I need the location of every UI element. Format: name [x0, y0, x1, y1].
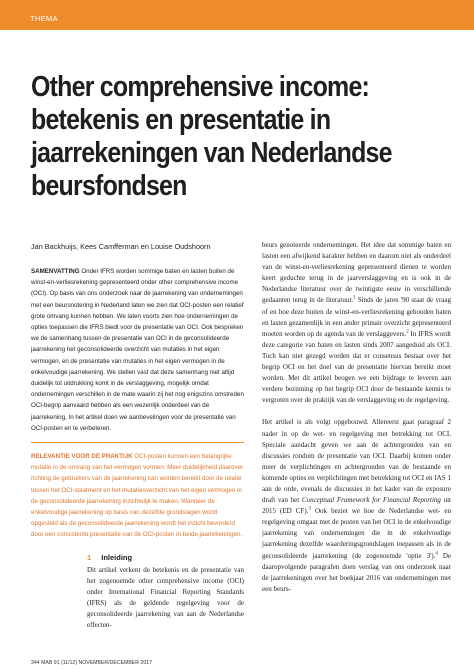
text-run: beurs genoteerde ondernemingen. Het idee dat sommige baten en lasten een afwijkend karakter hebben en daarom niet als onderdeel van de winst-en-verliesrekening gepresenteerd dienen te worden keert geduchte terug in de jaarverslaggeving en is ook in de Nederlandse literatuur over de twintigste eeuw in verschillende gedaanten terug in de literatuur. [262, 241, 451, 305]
author-list: Jan Backhuijs, Kees Camfferman en Louise Oudshoorn [31, 242, 211, 251]
footnote-ref[interactable]: 1 [353, 296, 356, 302]
text-run: Ook beziet we hoe de Nederlandse wet- en regelgeving omgaat met de posten van het OCI in de enkelvoudige jaarrekening van ondernemingen die in de enkelvoudige jaarrekening dezelfde waarderingsgrondslagen toepassen als in de geconsolideerde jaarrekening (de zogenoemde 'optie 3'). [262, 507, 452, 560]
left-column [31, 266, 244, 631]
right-column [262, 240, 451, 595]
header-bar [0, 0, 474, 30]
title-line: betekenis en presentatie in [31, 104, 331, 136]
relevance-label: RELEVANTIE VOOR DE PRAKTIJK [31, 453, 133, 461]
text-run: Het artikel is als volgt opgebouwd. Allereerst gaat paragraaf 2 nader in op de wet- en regelgeving met betrekking tot OCI. Speciale aandacht geven we aan de achtergronden van en discussies rondom de presentatie van OCI. Daarbij komen onder meer de verplichtingen en achtergronden van de bestaande en komende opties en verplichtingen met betrekking tot OCI en IAS 1 aan de orde, evenals de discussies in het kader van de exposure draft van het [262, 418, 451, 505]
article-title [31, 71, 392, 203]
footnote-ref[interactable]: 2 [406, 329, 409, 335]
paragraph [262, 240, 451, 406]
emphasis-text: Conceptual Framework for Financial Reporting [301, 496, 441, 505]
page-footer: 344 MAB 91 (11/12) NOVEMBER/DECEMBER 2017 [31, 660, 152, 666]
footnote-ref[interactable]: 3 [308, 506, 311, 512]
summary-block [31, 266, 244, 434]
section-heading [87, 553, 244, 562]
relevance-block [31, 451, 244, 541]
divider [31, 442, 244, 443]
section-body [87, 565, 244, 632]
footnote-ref[interactable]: 4 [435, 551, 438, 557]
summary-label: SAMENVATTING [31, 268, 80, 275]
summary-text: Onder IFRS worden sommige baten en lasten buiten de winst-en-verliesrekening gepresenteerd onder other comprehensive income (OCI). Op basis van ons onderzoek naar de jaarrekening van ondernemingen met een beursnotering in Nederland laten we zien dat OCI-posten een relatief grote omvang kunnen hebben. We laten voorts zien hoe ondernemingen de opties toepassen die IFRS biedt voor de presentatie van OCI. Ook bespreken we de samenhang tussen de presentatie van OCI in de geconsolideerde jaarrekening het geconsolideerde overzicht van mutaties in het eigen vermogen, en de presentatie van mutaties in het eigen vermogen in de enkelvoudige jaarrekening. We stellen vast dat deze samenhang niet altijd duidelijk tot uitdrukking komt in de verslaggeving, mogelijk omdat ondernemingen verschillen in de mate waarin zij het nog enigszins omstreden OCI-begrip aanvaard hebben als een wezenlijk onderdeel van de jaarrekening. In het artikel doen we aanbevelingen voor de presentatie van OCI-posten en te verbeteren. [31, 268, 244, 432]
paragraph [262, 417, 451, 595]
title-line: beursfondsen [31, 170, 187, 202]
text-run: uit 2015 (ED CF). [262, 496, 452, 516]
section-title: Inleiding [101, 552, 133, 562]
section-tag: THEMA [30, 14, 58, 23]
text-run: In IFRS wordt deze categorie van baten en lasten sinds 2007 aangeduid als OCI. Toch kan niet gezegd worden dat er consensus bestaat over het begrip OCI en het doel van de presentatie hiervan bereikt moet worden. Met dit artikel beogen we een bijdrage te leveren aan verdere bezinning op het begrip OCI door de bestaande kennis te vergroten over de praktijk van de verslaggeving en de regelgeving. [262, 329, 451, 405]
section-number: 1 [87, 552, 92, 562]
section-introduction [87, 553, 244, 632]
paragraph: Dit artikel verkent de betekenis en de presentatie van het zogenoemde other comprehensive income (OCI) onder International Financial Reporting Standards (IFRS) als de geldende regelgeving voor de geconsolideerde jaarrekening van aan de Nederlandse effecten- [87, 565, 244, 630]
text-run: Sinds de jaren '90 staat de vraag of en hoe deze buiten de winst-en-verliesrekening gehouden baten en lasten gezamenlijk in een ander primair overzicht gepresenteerd moeten worden op de agenda van de verslaggevers. [262, 296, 451, 338]
title-line: Other comprehensive income: [31, 71, 370, 103]
title-line: jaarrekeningen van Nederlandse [31, 137, 392, 169]
text-run: De daaropvolgende paragrafen doen verslag van ons onderzoek naar de jaarrekeningen over het boekjaar 2016 van ondernemingen met een beurs- [262, 551, 451, 593]
relevance-text: OCI-posten kunnen een belangrijke mutatie in de omvang van het vermogen vormen. Meer duidelijkheid daarover richting de gebruikers van de jaarrekening kan worden bereikt door de relatie tussen het OCI-staatment en het mutatieoverzicht van het eigen vermogen in de geconsolideerde jaarrekening inzichtelijk te maken. Wanneer de enkelvoudige jaarrekening op basis van dezelfde grondslagen wordt opgesteld als de geconsolideerde jaarrekening wordt het inzicht bevorderd door een consistente presentatie van de OCI-posten in beide jaarrekeningen. [31, 453, 244, 539]
